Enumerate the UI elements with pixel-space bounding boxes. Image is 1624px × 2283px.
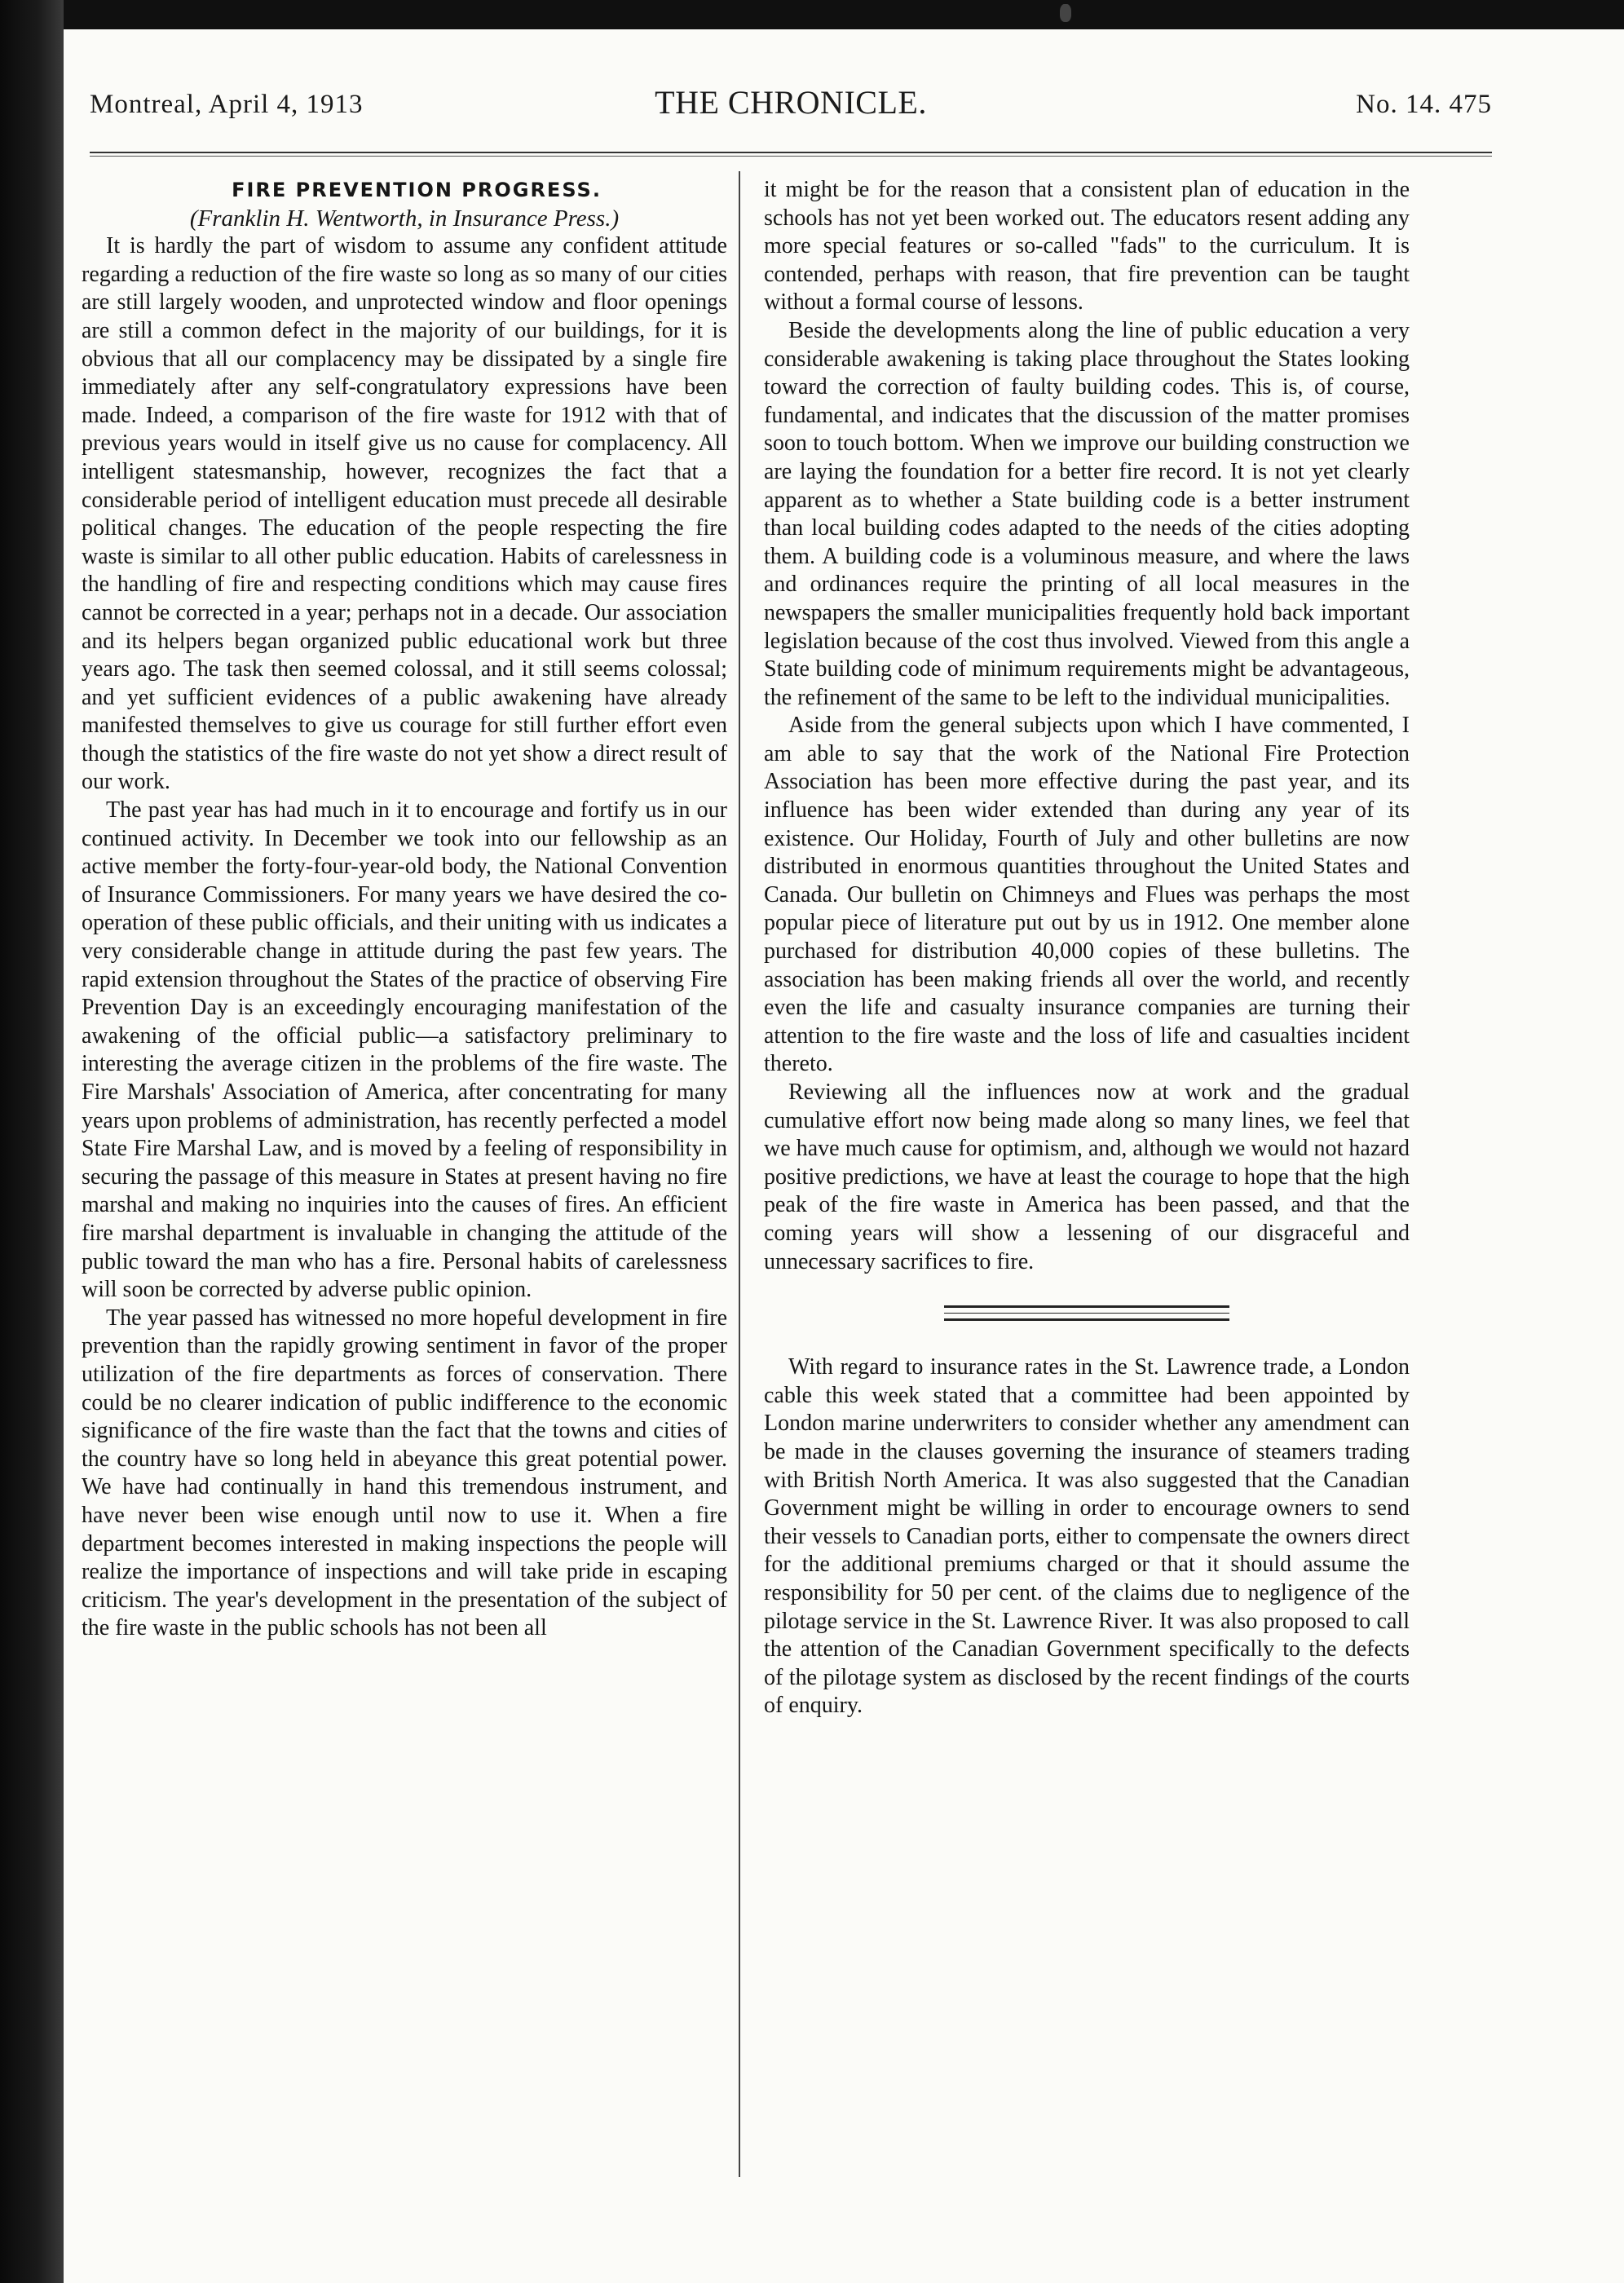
article-paragraph: It is hardly the part of wisdom to assume any confident attitude regarding a reduction of the fire waste so long as so many of our cities are still largely wooden, and unprotected window and floor openings are still a common defect in the majority of our buildings, for it is obvious that all our complacency may be dissipated by a single fire immediately after any self-congratulatory expressions have been made. Indeed, a comparison of the fire waste for 1912 with that of previous years would in itself give us no cause for complacency. All intelligent statesmanship, however, recognizes the fact that a considerable period of intelligent education must precede all desirable political changes. The education of the people respecting the fire waste is similar to all other public education. Habits of carelessness in the handling of fire and respecting conditions which may cause fires cannot be corrected in a year; perhaps not in a decade. Our association and its helpers began organized public educational work but three years ago. The task then seemed colossal, and it still seems colossal; and yet sufficient evidences of a public awakening have already manifested themselves to give us courage for still further effort even though the statistics of the fire waste do not yet show a direct result of our work. [82,233,727,795]
ink-smudge [1060,4,1071,22]
article-paragraph: it might be for the reason that a consistent plan of education in the schools has not yet been worked out. The educators resent adding any more special features or so-called "fads" to the curriculum. It is contended, perhaps with reason, that fire prevention can be taught without a formal course of lessons. [764,177,1410,316]
column-divider [739,171,740,2177]
article-paragraph: The past year has had much in it to encourage and fortify us in our continued activity. In December we took into our fellowship as an active member the forty-four-year-old body, the National Convention of Insurance Commissioners. For many years we have desired the co-operation of these public officials, and their uniting with us indicates a very considerable change in attitude during the past few years. The rapid extension throughout the States of the practice of observing Fire Prevention Day is an exceedingly encouraging manifestation of the awakening of the official public—a satisfactory preliminary to interesting the average citizen in the problems of the fire waste. The Fire Marshals' Association of America, after concentrating for many years upon problems of administration, has recently perfected a model State Fire Marshal Law, and is moved by a feeling of responsibility in securing the passage of this measure in States at present having no fire marshal and making no inquiries into the causes of fires. An efficient fire marshal department is invaluable in changing the attitude of the public toward the man who has a fire. Personal habits of carelessness will soon be corrected by adverse public opinion. [82,797,727,1303]
article-paragraph: The year passed has witnessed no more hopeful development in fire prevention than the rapidly growing sentiment in favor of the proper utilization of the fire departments as forces of conservation. There could be no clearer indication of public indifference to the economic significance of the fire waste than the fact that the towns and cities of the country have so long held in abeyance this great potential power. We have had continually in hand this tremendous instrument, and have never been wise enough until now to use it. When a fire department becomes interested in making inspections the people will realize the importance of inspections and will take pride in escaping criticism. The year's development in the presentation of the subject of the fire waste in the public schools has not been all [82,1305,727,1641]
article-byline: (Franklin H. Wentworth, in Insurance Press.) [189,205,620,232]
right-column [764,176,1410,1720]
book-spine-shadow [0,0,64,2283]
section-divider-ornament [944,1305,1229,1321]
news-item-paragraph: With regard to insurance rates in the St. Lawrence trade, a London cable this week stated that a committee had been appointed by London marine underwriters to consider whether any amendment can be made in the clauses governing the insurance of steamers trading with British North America. It was also suggested that the Canadian Government might be willing in order to encourage owners to send their vessels to Canadian ports, either to compensate the owners direct for the additional premiums charged or that it should assume the responsibility for 50 per cent. of the claims due to negligence of the pilotage service in the St. Lawrence River. It was also proposed to call the attention of the Canadian Government specifically to the defects of the pilotage system as disclosed by the recent findings of the courts of enquiry. [764,1354,1410,1719]
page-header [90,75,1492,132]
article-title: FIRE PREVENTION PROGRESS. [232,179,602,201]
article-paragraph: Beside the developments along the line of public education a very considerable awakening is taking place throughout the States looking toward the correction of faulty building codes. This is, of course, fundamental, and indicates that the discussion of the matter promises soon to touch bottom. When we improve our building construction we are laying the foundation for a better fire record. It is not yet clearly apparent as to whether a State building code is a better instrument than local building codes adapted to the needs of the cities adopting them. A building code is a voluminous measure, and where the laws and ordinances require the printing of all local measures in the newspapers the smaller municipalities frequently hold back important legislation because of the cost thus involved. Viewed from this angle a State building code of minimum requirements might be advantageous, the refinement of the same to be left to the individual municipalities. [764,317,1410,710]
ornament-rule-thick [944,1305,1229,1308]
ornament-rule-thin [944,1313,1229,1314]
article-paragraph: Reviewing all the influences now at work and the gradual cumulative effort now being made along so many lines, we feel that we have much cause for optimism, and, although we would not hazard positive predictions, we have at least the courage to hope that the high peak of the fire waste in America has been passed, and that the coming years will show a lessening of our disgraceful and unnecessary sacrifices to fire. [764,1080,1410,1274]
header-rule [90,152,1492,157]
dateline: Montreal, April 4, 1913 [90,90,364,119]
left-column [82,176,727,1643]
ornament-rule-thick [944,1318,1229,1321]
masthead: THE CHRONICLE. [655,84,927,121]
article-paragraph: Aside from the general subjects upon which I have commented, I am able to say that the work of the National Fire Protection Association has been more effective during the past year, and its influence has been wider extended than during any year of its existence. Our Holiday, Fourth of July and other bulletins are now distributed in enormous quantities throughout the United States and Canada. Our bulletin on Chimneys and Flues was perhaps the most popular piece of literature put out by us in 1912. One member alone purchased for distribution 40,000 copies of these bulletins. The association has been making friends all over the world, and recently even the life and casualty insurance companies are turning their attention to the fire waste and the loss of life and casualties incident thereto. [764,713,1410,1077]
issue-number: No. 14. 475 [1356,90,1492,119]
